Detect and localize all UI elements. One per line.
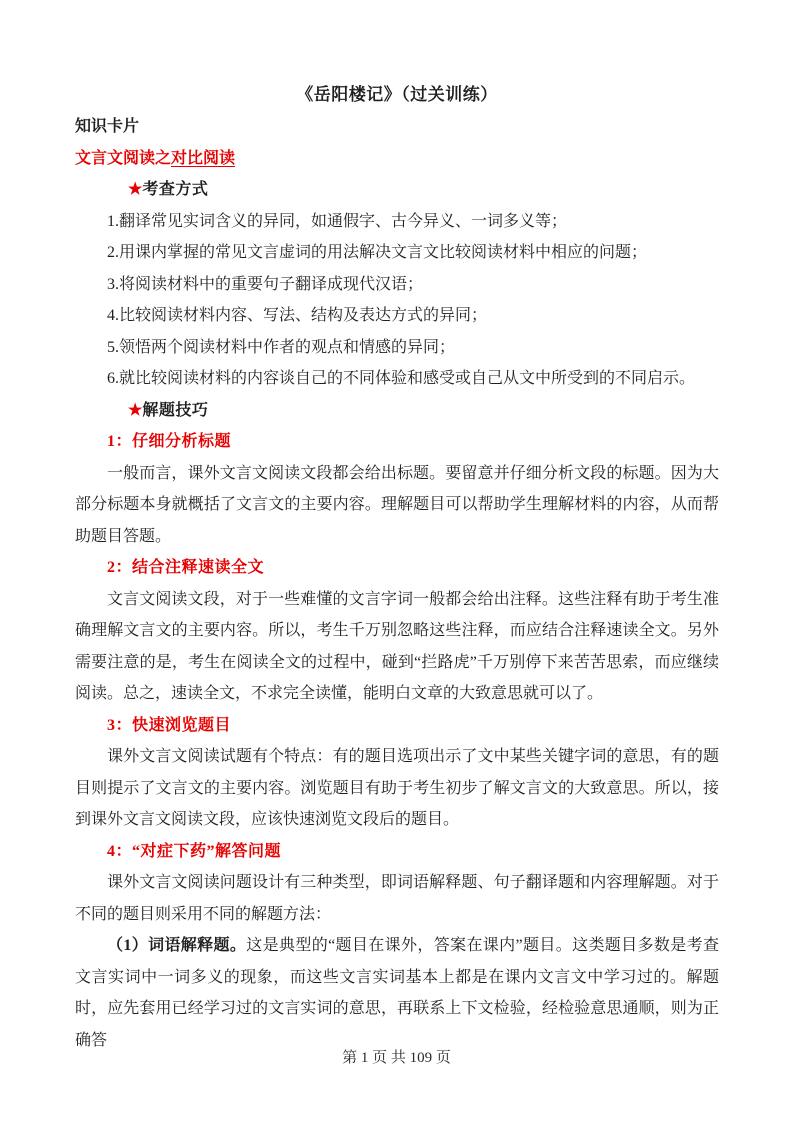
skills-heading-label: 解题技巧 (142, 401, 209, 419)
tip-1-heading: 1：仔细分析标题 (107, 433, 232, 450)
word-explanation-paragraph (75, 930, 719, 1056)
tip-3-heading: 3：快速浏览题目 (107, 716, 232, 734)
star-icon: ★ (128, 401, 143, 419)
star-icon: ★ (128, 181, 143, 198)
tip-3-paragraph: 课外文言文阅读试题有个特点：有的题目选项出示了文中某些关键字词的意思，有的题目则提示了文言文的主要内容。浏览题目有助于考生初步了解文言文的大致意思。所以，接到课外文言文阅读文段，应该快速浏览文段后的题目。 (75, 748, 719, 828)
exam-method-item-3: 3.将阅读材料中的重要句子翻译成现代汉语； (107, 275, 424, 293)
exam-method-item-4: 4.比较阅读材料内容、写法、结构及表达方式的异同； (107, 307, 488, 324)
exam-method-item-1: 1.翻译常见实词含义的异同，如通假字、古今异义、一词多义等； (107, 212, 568, 230)
exam-methods-heading (75, 174, 719, 206)
topic-heading (75, 143, 719, 175)
topic-heading-lead: 文言文阅读之 (75, 149, 172, 167)
exam-methods-heading-label: 考查方式 (142, 181, 209, 198)
topic-heading-underlined: 对比阅读 (171, 149, 236, 167)
word-explanation-lead: （1）词语解释题。 (107, 937, 247, 954)
page-title: 《岳阳楼记》（过关训练） (296, 85, 498, 104)
tip-2-heading: 2：结合注释速读全文 (107, 559, 265, 576)
tip-4-paragraph: 课外文言文阅读问题设计有三种类型，即词语解释题、句子翻译题和内容理解题。对于不同的题目则采用不同的解题方法： (75, 874, 719, 923)
knowledge-card-heading: 知识卡片 (75, 118, 140, 135)
exam-method-item-6: 6.就比较阅读材料的内容谈自己的不同体验和感受或自己从文中所受到的不同启示。 (107, 370, 696, 387)
tip-2-paragraph: 文言文阅读文段，对于一些难懂的文言字词一般都会给出注释。这些注释有助于考生准确理解文言文的主要内容。所以，考生千万别忽略这些注释，而应结合注释速读全文。另外需要注意的是，考生在阅读全文的过程中，碰到“拦路虎”千万别停下来苦苦思索，而应继续阅读。总之，速读全文，不求完全读懂，能明白文章的大致意思就可以了。 (75, 590, 719, 702)
skills-heading (75, 395, 719, 427)
exam-method-item-2: 2.用课内掌握的常见文言虚词的用法解决文言文比较阅读材料中相应的问题； (107, 244, 648, 261)
tip-1-paragraph: 一般而言，课外文言文阅读文段都会给出标题。要留意并仔细分析文段的标题。因为大部分标题本身就概括了文言文的主要内容。理解题目可以帮助学生理解材料的内容，从而帮助题目答题。 (75, 464, 719, 545)
tip-4-heading: 4：“对症下药”解答问题 (107, 842, 282, 860)
page-footer: 第 1 页 共 109 页 (342, 1050, 451, 1066)
word-explanation-body: 这是典型的“题目在课外，答案在课内”题目。这类题目多数是考查文言实词中一词多义的现象，而这些文言实词基本上都是在课内文言文中学习过的。解题时，应先套用已经学习过的文言实词的意思，再联系上下文检验，经检验意思通顺，则为正确答 (75, 937, 719, 1049)
exam-method-item-5: 5.领悟两个阅读材料中作者的观点和情感的异同； (107, 338, 456, 356)
document-content (75, 78, 719, 1056)
